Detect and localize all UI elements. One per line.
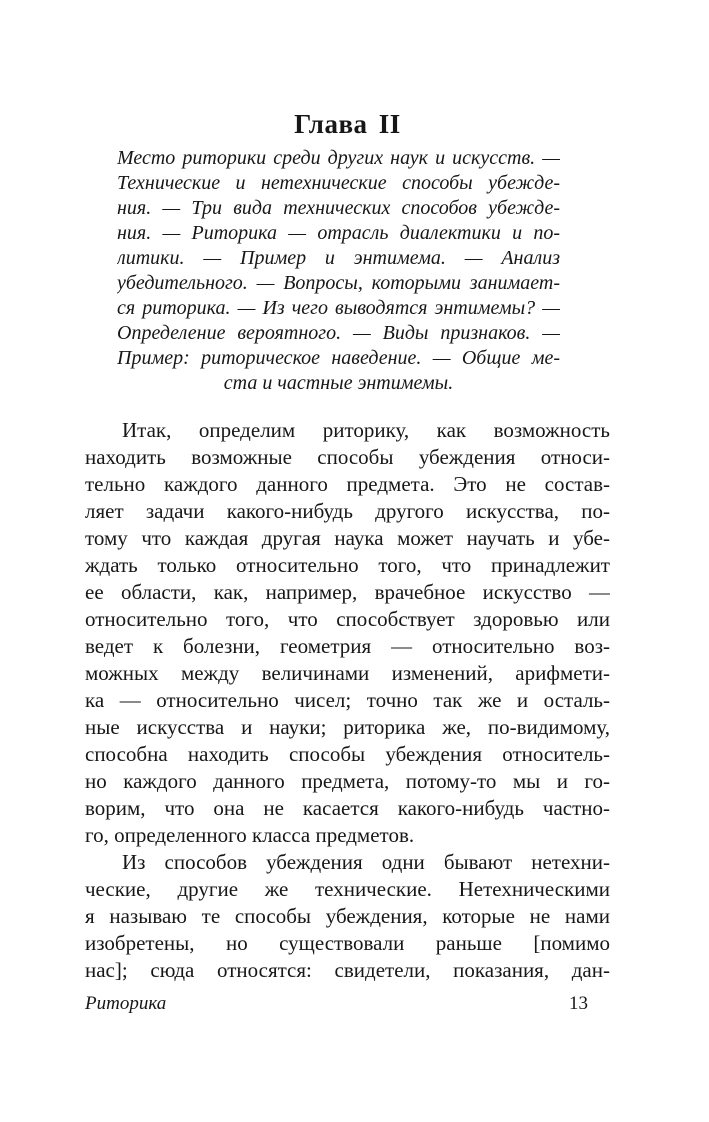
body-line: ные искусства и науки; риторика же, по-видимому, xyxy=(85,715,610,739)
page-number: 13 xyxy=(569,993,588,1014)
body-text xyxy=(85,417,610,984)
body-line: можных между величинами изменений, арифмети- xyxy=(85,661,610,685)
summary-line: ся риторика. — Из чего выводятся энтимемы? — xyxy=(117,297,560,319)
summary-line: ста и частные энтимемы. xyxy=(223,372,454,394)
summary-line: Технические и нетехнические способы убежде- xyxy=(117,172,560,194)
body-line: тому что каждая другая наука может научать и убе- xyxy=(85,526,610,550)
running-title: Риторика xyxy=(85,993,167,1014)
chapter-title: Глава II xyxy=(294,109,401,139)
chapter-summary xyxy=(117,146,560,396)
body-line: находить возможные способы убеждения относи- xyxy=(85,445,610,469)
body-line: изобретены, но существовали раньше [помимо xyxy=(85,931,610,955)
body-line: нас]; сюда относятся: свидетели, показания, дан- xyxy=(85,958,610,982)
body-line: ее области, как, например, врачебное искусство — xyxy=(85,580,610,604)
summary-line: убедительного. — Вопросы, которыми занимает- xyxy=(117,272,560,294)
body-line: способна находить способы убеждения относитель- xyxy=(85,742,610,766)
summary-line: литики. — Пример и энтимема. — Анализ xyxy=(117,247,560,269)
summary-line: ния. — Риторика — отрасль диалектики и по- xyxy=(117,222,560,244)
body-line: Итак, определим риторику, как возможность xyxy=(122,418,610,442)
body-line: го, определенного класса предметов. xyxy=(85,823,415,847)
body-line: ка — относительно чисел; точно так же и осталь- xyxy=(85,688,610,712)
body-line: ляет задачи какого-нибудь другого искусства, по- xyxy=(85,499,610,523)
summary-line: ния. — Три вида технических способов убежде- xyxy=(117,197,560,219)
summary-line: Определение вероятного. — Виды признаков. — xyxy=(117,322,560,344)
body-line: Из способов убеждения одни бывают нетехни- xyxy=(122,850,610,874)
paragraph-2 xyxy=(85,849,610,984)
page-footer xyxy=(85,993,610,1015)
body-line: я называю те способы убеждения, которые не нами xyxy=(85,904,610,928)
body-line: ведет к болезни, геометрия — относительно воз- xyxy=(85,634,610,658)
body-line: ворим, что она не касается какого-нибудь частно- xyxy=(85,796,610,820)
paragraph-1 xyxy=(85,417,610,849)
body-line: тельно каждого данного предмета. Это не состав- xyxy=(85,472,610,496)
body-line: но каждого данного предмета, потому-то мы и го- xyxy=(85,769,610,793)
summary-line: Место риторики среди других наук и искусств. — xyxy=(117,147,560,169)
body-line: относительно того, что способствует здоровью или xyxy=(85,607,610,631)
body-line: ческие, другие же технические. Нетехническими xyxy=(85,877,610,901)
summary-line: Пример: риторическое наведение. — Общие ме- xyxy=(117,347,560,369)
body-line: ждать только относительно того, что принадлежит xyxy=(85,553,610,577)
